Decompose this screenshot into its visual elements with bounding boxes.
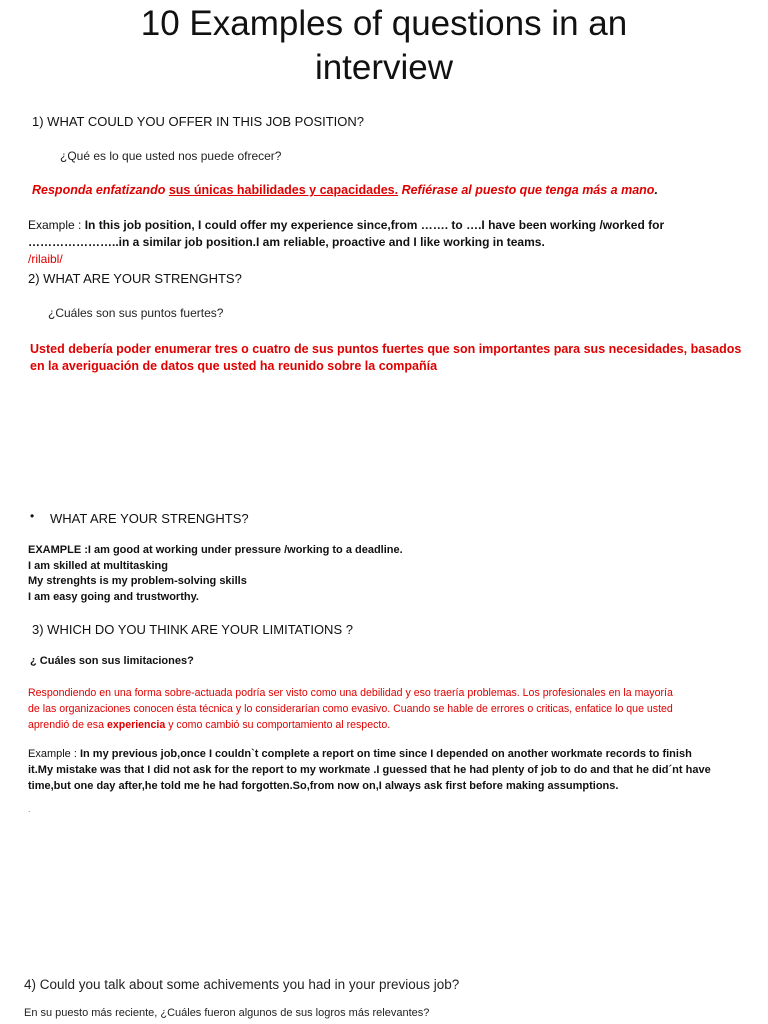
question-1-spanish: ¿Qué es lo que usted nos puede ofrecer?	[60, 149, 282, 163]
page-title	[0, 2, 768, 90]
advice-line-1: Respondiendo en una forma sobre-actuada podría ser visto como una debilidad y eso traería problemas. Los profesionales en la mayoría	[28, 687, 673, 699]
example-line-2: …………………..in a similar job position.I am reliable, proactive and I like working in teams.	[28, 235, 545, 249]
stray-dot: .	[28, 804, 31, 814]
question-1-advice	[32, 183, 658, 197]
strength-example-line: I am easy going and trustworthy.	[28, 590, 199, 603]
example-line-2: it.My mistake was that I did not ask for the report to my workmate .I guessed that he had plenty of job to do and that he did´nt have	[28, 764, 711, 776]
advice-part-b: sus únicas habilidades y capacidades.	[168, 183, 399, 197]
strengths-bullet-heading: WHAT ARE YOUR STRENGHTS?	[50, 511, 249, 526]
question-2-heading: 2) WHAT ARE YOUR STRENGHTS?	[28, 271, 242, 286]
example-label: Example :	[28, 748, 80, 760]
question-3-heading: 3) WHICH DO YOU THINK ARE YOUR LIMITATIONS ?	[32, 622, 353, 637]
title-line-2: interview	[314, 48, 454, 87]
advice-line-2: de las organizaciones conocen ésta técnica y lo considerarían como evasivo. Cuando se hable de errores o criticas, enfatice lo que usted	[28, 703, 673, 715]
advice-part-c: Refiérase al puesto que tenga más a mano	[398, 183, 655, 197]
strength-example-line: I am skilled at multitasking	[28, 559, 168, 572]
advice-line-2: en la averiguación de datos que usted ha reunido sobre la compañía	[30, 359, 438, 373]
advice-part-a: Responda enfatizando	[32, 183, 169, 197]
advice-line-1: Usted debería poder enumerar tres o cuatro de sus puntos fuertes que son importantes para sus necesidades, basados	[30, 342, 742, 356]
question-2-advice	[30, 341, 750, 375]
question-3-spanish: ¿ Cuáles son sus limitaciones?	[30, 655, 194, 667]
example-line-3: time,but one day after,he told me he had forgotten.So,from now on,I always ask first before making assumptions.	[28, 780, 619, 792]
example-line-1: In my previous job,once I couldn`t complete a report on time since I depended on another workmate records to finish	[79, 748, 692, 760]
example-label: Example :	[28, 218, 85, 232]
advice-line-3b: experiencia	[106, 719, 166, 731]
question-2-example	[28, 543, 403, 605]
phonetic-note: /rilaibl/	[28, 252, 63, 266]
question-3-advice	[28, 685, 758, 733]
question-2-spanish: ¿Cuáles son sus puntos fuertes?	[48, 306, 224, 320]
example-line-1: In this job position, I could offer my experience since,from ……. to ….I have been working /worked for	[84, 218, 665, 232]
title-line-1: 10 Examples of questions in an	[140, 4, 628, 43]
strength-example-line: EXAMPLE :I am good at working under pressure /working to a deadline.	[28, 544, 403, 556]
question-1-example	[28, 217, 748, 251]
advice-line-3a: aprendió de esa	[28, 719, 107, 731]
bullet-icon: •	[30, 509, 35, 523]
advice-part-d: .	[654, 183, 658, 197]
question-3-example	[28, 746, 758, 794]
question-1-heading: 1) WHAT COULD YOU OFFER IN THIS JOB POSITION?	[32, 114, 365, 129]
strength-example-line: My strenghts is my problem-solving skills	[28, 575, 247, 587]
advice-line-3c: y como cambió su comportamiento al respecto.	[165, 719, 391, 731]
question-4-heading: 4) Could you talk about some achivements you had in your previous job?	[24, 977, 460, 992]
question-4-spanish: En su puesto más reciente, ¿Cuáles fueron algunos de sus logros más relevantes?	[24, 1007, 430, 1019]
